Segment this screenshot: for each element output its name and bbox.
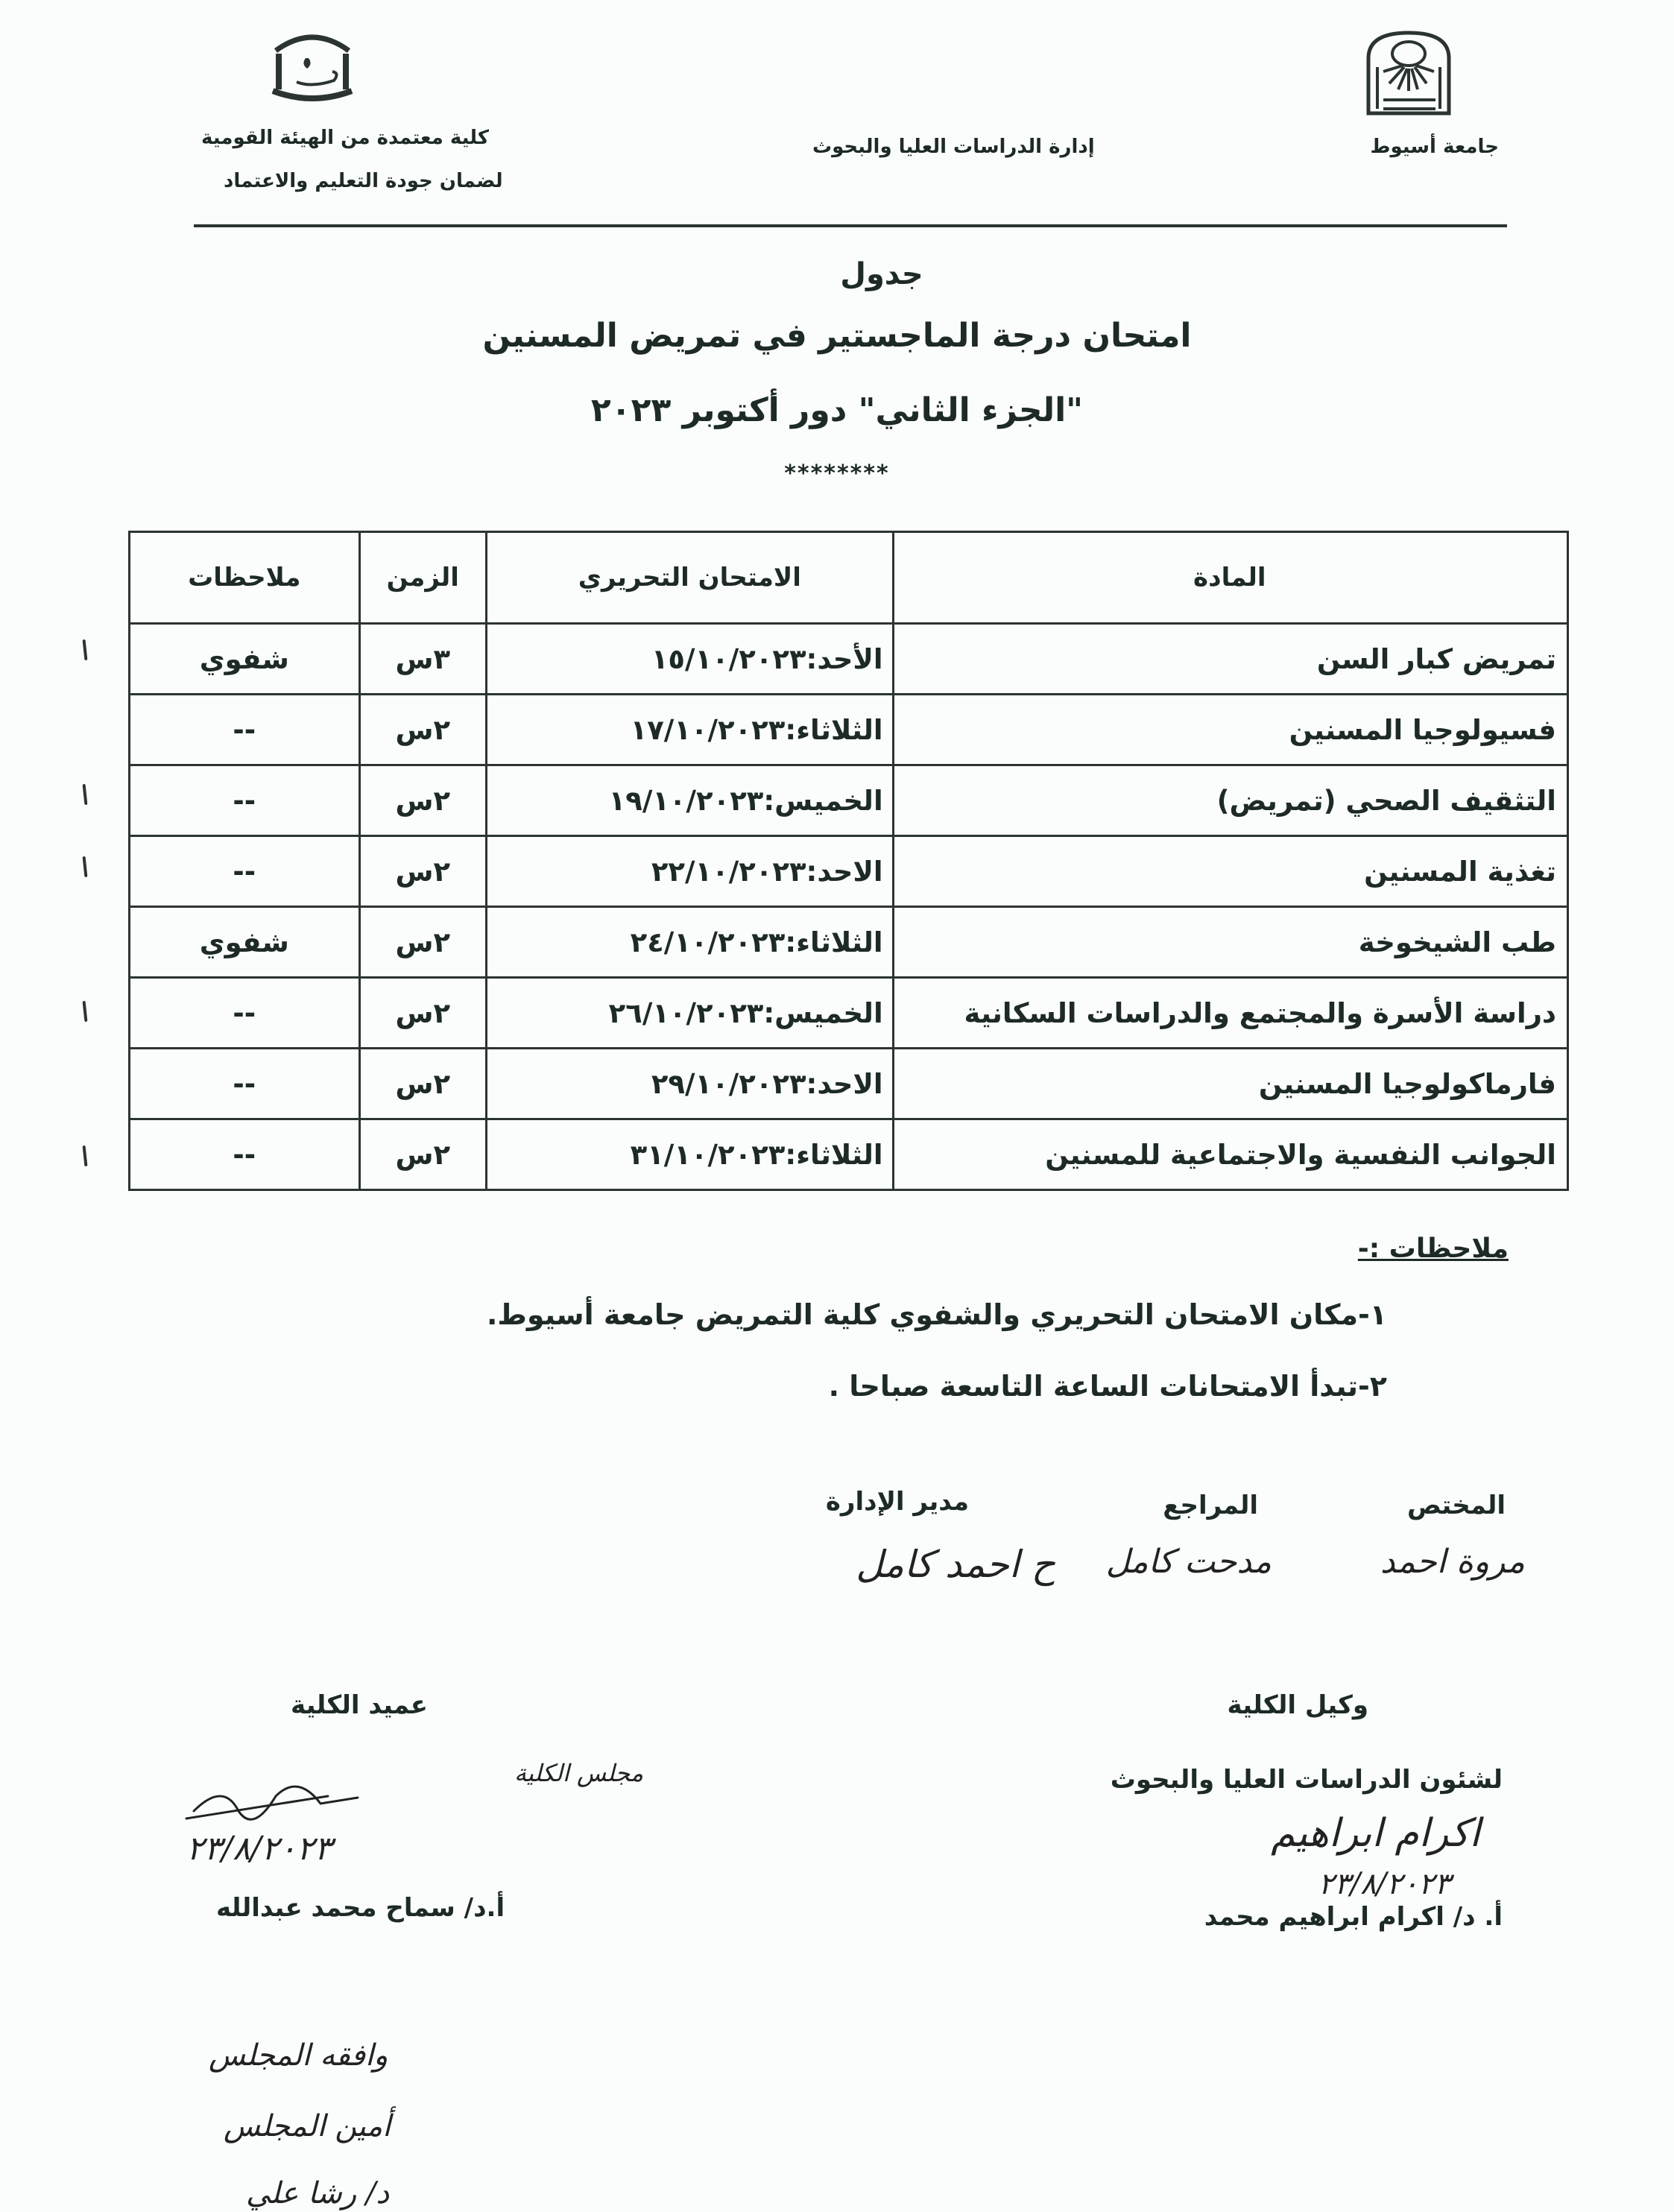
document-title: جدول: [840, 257, 923, 291]
note-cell: شفوي: [130, 624, 360, 695]
note-cell: --: [130, 695, 360, 765]
margin-check-mark: [83, 856, 88, 877]
nursing-faculty-emblem-icon: [267, 28, 358, 103]
exam-date-cell: الثلاثاء:٣١/١٠/٢٠٢٣: [487, 1119, 894, 1190]
subject-cell: تغذية المسنين: [893, 836, 1567, 907]
header-written-exam: الامتحان التحريري: [487, 532, 894, 624]
note-cell: شفوي: [130, 907, 360, 978]
header-divider: [194, 224, 1507, 227]
approval-note: أمين المجلس: [224, 2109, 391, 2143]
notes-heading: ملاحظات :-: [1357, 1233, 1509, 1264]
note-cell: --: [130, 1119, 360, 1190]
duration-cell: ٢س: [359, 907, 486, 978]
table-row: [130, 765, 1568, 836]
exam-session: "الجزء الثاني" دور أكتوبر ٢٠٢٣: [590, 391, 1084, 429]
vice-dean-title: وكيل الكلية: [1227, 1690, 1368, 1720]
subject-cell: التثقيف الصحي (تمريض): [893, 765, 1567, 836]
header-subject: المادة: [893, 532, 1567, 624]
table-row: [130, 1049, 1568, 1119]
exam-date-cell: الخميس:١٩/١٠/٢٠٢٣: [487, 765, 894, 836]
note-cell: --: [130, 836, 360, 907]
exam-date-cell: الثلاثاء:١٧/١٠/٢٠٢٣: [487, 695, 894, 765]
duration-cell: ٢س: [359, 695, 486, 765]
specialist-title: المختص: [1407, 1491, 1506, 1520]
subject-cell: تمريض كبار السن: [893, 624, 1567, 695]
table-row: [130, 836, 1568, 907]
margin-check-mark: [83, 784, 88, 805]
department-name: إدارة الدراسات العليا والبحوث: [812, 136, 1095, 158]
reviewer-title: المراجع: [1163, 1491, 1258, 1520]
note-cell: --: [130, 765, 360, 836]
approval-note: د/ رشا علي: [246, 2176, 390, 2211]
dean-signature-date: ٢٣/٨/٢٠٢٣: [186, 1830, 332, 1868]
exam-title: امتحان درجة الماجستير في تمريض المسنين: [482, 317, 1192, 355]
admin-manager-title: مدير الإدارة: [825, 1487, 969, 1517]
duration-cell: ٢س: [359, 978, 486, 1049]
table-row: [130, 1119, 1568, 1190]
title-separator: ********: [784, 461, 890, 487]
exam-date-cell: الأحد:١٥/١٠/٢٠٢٣: [487, 624, 894, 695]
header-duration: الزمن: [359, 532, 486, 624]
accreditation-line-1: كلية معتمدة من الهيئة القومية: [201, 127, 490, 149]
reviewer-signature: مدحت كامل: [1105, 1543, 1272, 1581]
note-cell: --: [130, 978, 360, 1049]
faculty-logo: [267, 28, 358, 103]
table-row: [130, 978, 1568, 1049]
note-item: ١-مكان الامتحان التحريري والشفوي كلية التمريض جامعة أسيوط.: [486, 1298, 1387, 1331]
exam-schedule-table: [128, 531, 1569, 1191]
table-header-row: [130, 532, 1568, 624]
table-row: [130, 907, 1568, 978]
subject-cell: دراسة الأسرة والمجتمع والدراسات السكانية: [893, 978, 1567, 1049]
duration-cell: ٢س: [359, 1049, 486, 1119]
vice-dean-name: أ. د/ اكرام ابراهيم محمد: [1204, 1902, 1503, 1932]
header-notes: ملاحظات: [130, 532, 360, 624]
approval-note: وافقه المجلس: [209, 2038, 388, 2073]
margin-check-mark: [83, 1146, 88, 1166]
specialist-signature: مروة احمد: [1380, 1543, 1525, 1581]
exam-date-cell: الثلاثاء:٢٤/١٠/٢٠٢٣: [487, 907, 894, 978]
table-row: [130, 624, 1568, 695]
note-item: ٢-تبدأ الامتحانات الساعة التاسعة صباحا .: [828, 1370, 1387, 1403]
duration-cell: ٣س: [359, 624, 486, 695]
margin-check-mark: [83, 639, 88, 660]
exam-date-cell: الخميس:٢٦/١٠/٢٠٢٣: [487, 978, 894, 1049]
dean-name: أ.د/ سماح محمد عبدالله: [216, 1893, 505, 1923]
note-cell: --: [130, 1049, 360, 1119]
dean-handwritten-note: مجلس الكلية: [514, 1759, 644, 1787]
admin-manager-signature: ح احمد كامل: [856, 1543, 1055, 1586]
accreditation-line-2: لضمان جودة التعليم والاعتماد: [224, 170, 503, 192]
university-name: جامعة أسيوط: [1370, 136, 1499, 158]
duration-cell: ٢س: [359, 1119, 486, 1190]
assiut-university-emblem-icon: [1361, 28, 1456, 116]
duration-cell: ٢س: [359, 765, 486, 836]
exam-date-cell: الاحد:٢٢/١٠/٢٠٢٣: [487, 836, 894, 907]
vice-dean-subtitle: لشئون الدراسات العليا والبحوث: [1110, 1765, 1503, 1795]
vice-dean-signature: اكرام ابراهيم: [1271, 1811, 1480, 1856]
vice-dean-signature-date: ٢٣/٨/٢٠٢٣: [1318, 1867, 1450, 1901]
table-row: [130, 695, 1568, 765]
exam-date-cell: الاحد:٢٩/١٠/٢٠٢٣: [487, 1049, 894, 1119]
subject-cell: فسيولوجيا المسنين: [893, 695, 1567, 765]
subject-cell: الجوانب النفسية والاجتماعية للمسنين: [893, 1119, 1567, 1190]
subject-cell: فارماكولوجيا المسنين: [893, 1049, 1567, 1119]
subject-cell: طب الشيخوخة: [893, 907, 1567, 978]
university-logo: [1361, 28, 1456, 116]
margin-check-mark: [83, 1001, 88, 1022]
dean-title: عميد الكلية: [291, 1690, 428, 1720]
duration-cell: ٢س: [359, 836, 486, 907]
